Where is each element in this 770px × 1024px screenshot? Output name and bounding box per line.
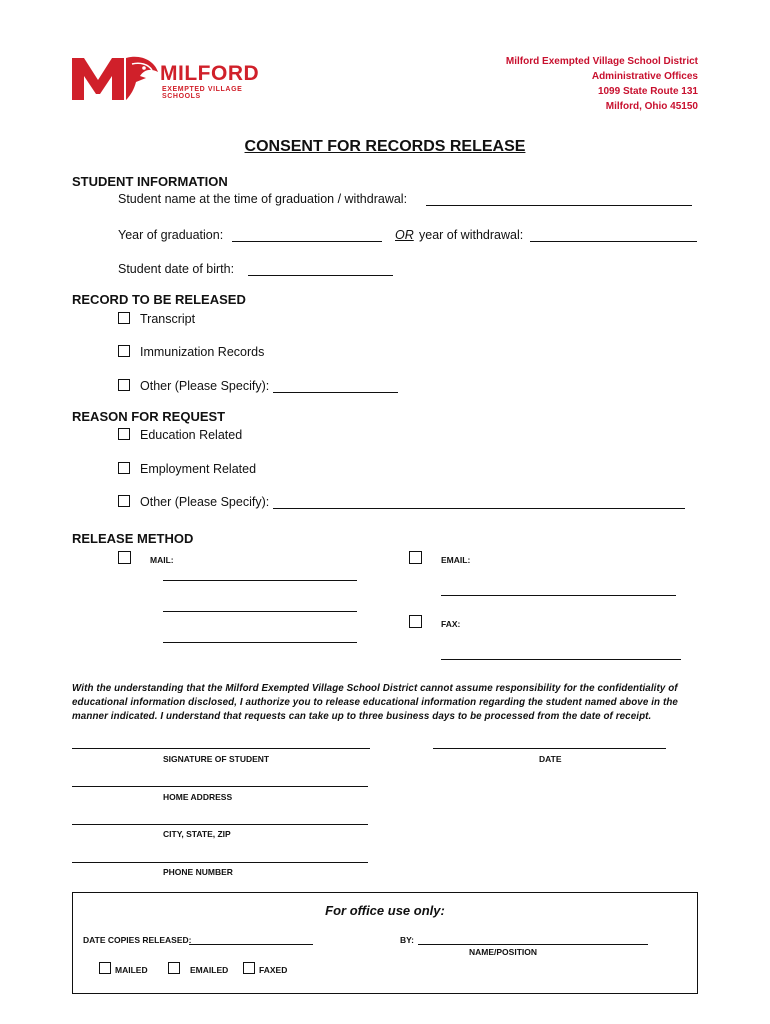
signature-line[interactable] (72, 748, 370, 749)
home-address-line[interactable] (72, 786, 368, 787)
date-line[interactable] (433, 748, 666, 749)
mail-line-3[interactable] (163, 642, 357, 643)
mailed-option[interactable]: MAILED (99, 962, 148, 975)
record-option-immunization[interactable]: Immunization Records (118, 345, 264, 359)
eagle-m-icon (70, 52, 160, 102)
office-use-title: For office use only: (325, 903, 445, 918)
fax-label: FAX: (441, 619, 461, 629)
record-option-transcript[interactable]: Transcript (118, 312, 195, 326)
checkbox-icon[interactable] (118, 462, 130, 474)
student-info-heading: STUDENT INFORMATION (72, 174, 228, 189)
date-label: DATE (539, 754, 562, 764)
authorization-statement: With the understanding that the Milford Exempted Village School District cannot assume responsibility for the confidentiality of educational information disclosed, I authorize you to release educational information regarding the student named above in the manner indicated. I understand that requests can take up to three business days to be processed from the date of receipt. (72, 683, 678, 722)
reason-heading: REASON FOR REQUEST (72, 409, 226, 424)
dob-label: Student date of birth: (118, 262, 235, 276)
email-checkbox[interactable] (409, 550, 432, 568)
checkbox-icon[interactable] (118, 345, 130, 357)
email-field[interactable] (441, 595, 676, 596)
emailed-option[interactable]: EMAILED (168, 962, 228, 975)
city-state-zip-label: CITY, STATE, ZIP (163, 829, 231, 839)
phone-label: PHONE NUMBER (163, 867, 233, 877)
checkbox-icon[interactable] (118, 551, 131, 564)
date-copies-label: DATE COPIES RELEASED: (83, 935, 192, 945)
mail-checkbox[interactable] (118, 550, 141, 568)
student-name-field[interactable] (426, 205, 692, 206)
by-field[interactable] (418, 944, 648, 945)
checkbox-icon[interactable] (118, 312, 130, 324)
record-option-other[interactable]: Other (Please Specify): (118, 379, 269, 393)
signature-label: SIGNATURE OF STUDENT (163, 754, 270, 764)
address-line-3: 1099 State Route 131 (597, 86, 698, 97)
record-other-field[interactable] (273, 392, 398, 393)
address-line-2: Administrative Offices (591, 71, 698, 82)
reason-other-field[interactable] (273, 508, 685, 509)
withdraw-year-field[interactable] (530, 241, 697, 242)
logo-subtitle: EXEMPTED VILLAGE SCHOOLS (162, 86, 243, 100)
reason-option-other[interactable]: Other (Please Specify): (118, 495, 269, 509)
by-label: BY: (400, 935, 415, 945)
record-heading: RECORD TO BE RELEASED (72, 292, 246, 307)
mail-label: MAIL: (150, 555, 174, 565)
checkbox-icon[interactable] (118, 495, 130, 507)
office-use-box (72, 892, 698, 994)
withdraw-year-label: year of withdrawal: (419, 228, 524, 242)
checkbox-icon[interactable] (409, 615, 422, 628)
checkbox-icon[interactable] (243, 962, 255, 974)
home-address-label: HOME ADDRESS (163, 792, 233, 802)
grad-year-field[interactable] (232, 241, 382, 242)
reason-option-education[interactable]: Education Related (118, 428, 242, 442)
fax-field[interactable] (441, 659, 681, 660)
name-position-label: NAME/POSITION (469, 947, 538, 957)
or-label: OR (395, 228, 414, 242)
checkbox-icon[interactable] (168, 962, 180, 974)
email-label: EMAIL: (441, 555, 471, 565)
address-line-1: Milford Exempted Village School District (505, 56, 698, 67)
checkbox-icon[interactable] (99, 962, 111, 974)
faxed-option[interactable]: FAXED (243, 962, 287, 975)
dob-field[interactable] (248, 275, 393, 276)
date-copies-field[interactable] (189, 944, 313, 945)
district-address (506, 54, 698, 114)
release-heading: RELEASE METHOD (72, 531, 194, 546)
form-title: CONSENT FOR RECORDS RELEASE (244, 138, 526, 155)
checkbox-icon[interactable] (409, 551, 422, 564)
grad-year-label: Year of graduation: (118, 228, 224, 242)
checkbox-icon[interactable] (118, 379, 130, 391)
checkbox-icon[interactable] (118, 428, 130, 440)
reason-option-employment[interactable]: Employment Related (118, 462, 256, 476)
address-line-4: Milford, Ohio 45150 (605, 101, 698, 112)
mail-line-2[interactable] (163, 611, 357, 612)
student-name-label: Student name at the time of graduation / withdrawal: (118, 192, 408, 206)
logo-word: MILFORD (160, 62, 260, 85)
phone-line[interactable] (72, 862, 368, 863)
milford-logo (70, 52, 270, 102)
city-state-zip-line[interactable] (72, 824, 368, 825)
fax-checkbox[interactable] (409, 614, 432, 632)
mail-line-1[interactable] (163, 580, 357, 581)
